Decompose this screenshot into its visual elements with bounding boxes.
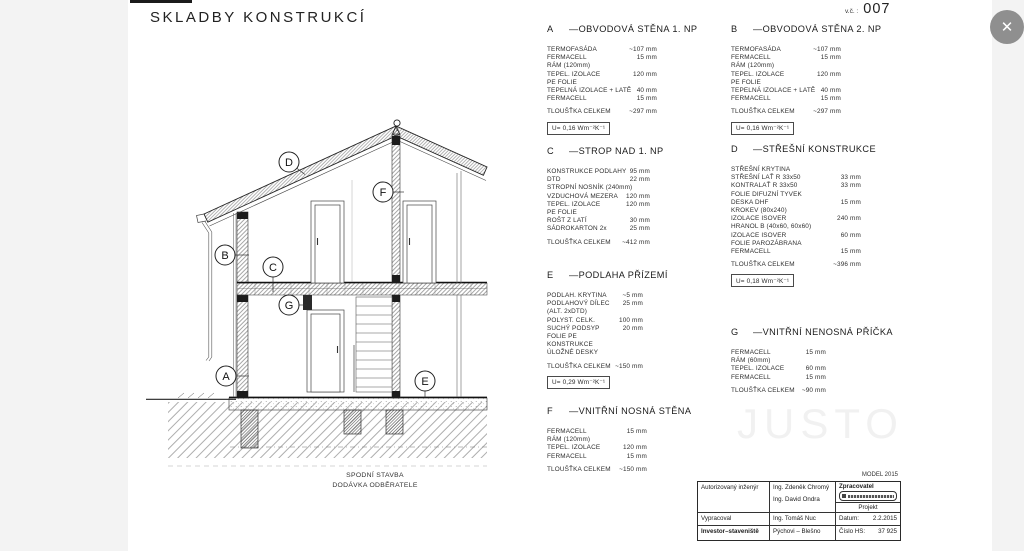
sheet-number	[845, 1, 890, 17]
spec-row: PE FOLIE	[547, 78, 577, 86]
spec-letter: D	[731, 144, 739, 154]
svg-text:B: B	[221, 249, 229, 262]
zpracovatel-cell	[836, 482, 900, 513]
spec-title: —STROP NAD 1. NP	[569, 146, 664, 156]
spec-section-e	[547, 270, 668, 389]
svg-text:E: E	[421, 375, 429, 388]
spec-row: PODLAH. KRYTINA ~5 mm	[547, 292, 643, 299]
svg-text:D: D	[285, 156, 293, 169]
gutter-downspout	[197, 214, 212, 361]
spec-letter: E	[547, 270, 554, 280]
spec-row: STROPNÍ NOSNÍK (240mm)	[547, 184, 633, 192]
spec-row: TEPEL. IZOLACE 120 mm	[547, 444, 647, 452]
spec-row: HRANOL B (40x60, 60x60)	[731, 223, 812, 231]
close-icon: ✕	[1000, 18, 1014, 36]
spec-total: TLOUŠŤKA CELKEM ~396 mm	[731, 261, 861, 269]
spec-total: TLOUŠŤKA CELKEM ~297 mm	[731, 108, 841, 116]
spec-rows	[547, 46, 657, 103]
spec-row: POLYST. CELK. 100 mm	[547, 316, 643, 324]
spec-section-g	[731, 327, 893, 395]
close-button[interactable]	[990, 10, 1024, 44]
spec-row: STŘEŠNÍ KRYTINA	[731, 166, 791, 173]
spec-row: PE FOLIE	[731, 78, 761, 86]
center-wall	[392, 134, 400, 398]
spec-row: IZOLACE ISOVER 240 mm	[731, 215, 861, 223]
spec-row: FERMACELL 15 mm	[547, 95, 657, 103]
spec-title: —STŘEŠNÍ KONSTRUKCE	[753, 144, 876, 154]
house-section-drawing	[145, 95, 490, 500]
spec-row: ÚLOŽNÉ DESKY	[547, 349, 599, 357]
upper-floor-doors	[311, 201, 436, 283]
spec-row: TERMOFASÁDA ~107 mm	[547, 46, 657, 53]
u-value-box: U= 0,18 Wm⁻²K⁻¹	[731, 274, 794, 287]
intermediate-floor	[237, 283, 487, 296]
spec-row: PODLAHOVÝ DÍLEC 25 mm	[547, 300, 643, 308]
spec-row: RÁM (120mm)	[731, 62, 775, 70]
spec-row: FERMACELL 15 mm	[731, 95, 841, 103]
spec-title: —VNITŘNÍ NOSNÁ STĚNA	[569, 406, 692, 416]
spec-total: TLOUŠŤKA CELKEM ~150 mm	[547, 465, 647, 473]
spec-letter: B	[731, 24, 738, 34]
spec-section-a	[547, 24, 697, 135]
spec-row: DESKA DHF 15 mm	[731, 198, 861, 206]
ground-floor-door	[307, 310, 344, 392]
spec-rows	[731, 166, 861, 256]
spec-row: FOLIE PAROZÁBRANA	[731, 239, 802, 247]
spec-row: FOLIE DIFUZNÍ TYVEK	[731, 190, 802, 198]
spec-section-c	[547, 146, 664, 247]
spec-row: DTD 22 mm	[547, 176, 650, 184]
roof	[204, 120, 487, 226]
spec-row: FERMACELL 15 mm	[547, 54, 657, 62]
spec-title: —PODLAHA PŘÍZEMÍ	[569, 270, 668, 280]
left-wall	[234, 212, 249, 398]
right-margin	[992, 0, 1024, 551]
spec-row: TEPELNÁ IZOLACE + LATĚ 40 mm	[731, 87, 841, 95]
investor-label: Investor–staveniště	[698, 526, 770, 540]
authorized-engineer-names: Ing. Zdeněk Chromý Ing. David Ondra	[770, 482, 836, 513]
svg-text:F: F	[379, 186, 387, 199]
zpracovatel-logo	[839, 491, 897, 501]
spec-title: —VNITŘNÍ NENOSNÁ PŘÍČKA	[753, 327, 893, 337]
drawing-caption	[300, 471, 450, 490]
spec-row: VZDUCHOVÁ MEZERA 120 mm	[547, 192, 650, 200]
spec-row: TEPEL. IZOLACE 60 mm	[731, 365, 826, 373]
spec-rows	[547, 168, 650, 234]
spec-row: FERMACELL 15 mm	[547, 428, 647, 435]
spec-row: (ALT. 2xDTD)	[547, 308, 588, 316]
investor-value: Pýchovi – Blešno	[770, 526, 836, 540]
caption-line-1: SPODNÍ STAVBA	[346, 472, 404, 479]
spec-row: KONTRALAŤ R 33x50 33 mm	[731, 182, 861, 190]
spec-rows	[547, 292, 643, 358]
spec-row: TEPEL. IZOLACE 120 mm	[547, 70, 657, 78]
drawing-label-g	[279, 295, 307, 315]
u-value-box: U= 0,29 Wm⁻²K⁻¹	[547, 376, 610, 389]
sheet-number-value: 007	[863, 1, 891, 17]
spec-row: PE FOLIE	[547, 209, 577, 217]
spec-total: TLOUŠŤKA CELKEM ~150 mm	[547, 362, 643, 370]
floor-slab	[229, 397, 487, 410]
left-margin	[0, 0, 128, 551]
spec-row: STŘEŠNÍ LAŤ R 33x50 33 mm	[731, 174, 861, 182]
drawing-label-d	[279, 152, 305, 175]
spec-row: ROŠT Z LATÍ 30 mm	[547, 217, 650, 225]
spec-row: FERMACELL 15 mm	[731, 248, 861, 256]
vypracoval-label: Vypracoval	[698, 513, 770, 526]
sheet-number-label: v.č. :	[845, 8, 859, 15]
spec-row: SUCHÝ PODSYP 20 mm	[547, 324, 643, 332]
spec-letter: G	[731, 327, 739, 337]
spec-row: TEPELNÁ IZOLACE + LATĚ 40 mm	[547, 87, 657, 95]
svg-text:A: A	[222, 370, 230, 383]
spec-rows	[731, 349, 826, 382]
spec-total: TLOUŠŤKA CELKEM ~297 mm	[547, 108, 657, 116]
spec-row: TEPEL. IZOLACE 120 mm	[547, 200, 650, 208]
spec-letter: A	[547, 24, 554, 34]
spec-row: TEPEL. IZOLACE 120 mm	[731, 70, 841, 78]
spec-row: TERMOFASÁDA ~107 mm	[731, 46, 841, 53]
spec-rows	[731, 46, 841, 103]
spec-row: KROKEV (80x240)	[731, 207, 787, 215]
datum-cell: Datum: 2.2.2015	[836, 513, 900, 526]
spec-section-f	[547, 406, 691, 474]
zpracovatel-label: Zpracovatel	[839, 483, 874, 490]
spec-title: —OBVODOVÁ STĚNA 1. NP	[569, 24, 698, 34]
spec-row: FERMACELL 15 mm	[731, 373, 826, 381]
spec-section-d	[731, 144, 876, 288]
spec-letter: F	[547, 406, 554, 416]
spec-row: SÁDROKARTON 2x 25 mm	[547, 225, 650, 233]
spec-row: RÁM (60mm)	[731, 357, 771, 365]
spec-row: KONSTRUKCE PODLAHY 95 mm	[547, 168, 650, 175]
title-block	[697, 481, 901, 541]
spec-row: FERMACELL 15 mm	[731, 54, 841, 62]
u-value-box: U= 0,16 Wm⁻²K⁻¹	[731, 122, 794, 135]
spec-row: FERMACELL 15 mm	[547, 452, 647, 460]
spec-section-b	[731, 24, 881, 135]
caption-line-2: DODÁVKA ODBĚRATELE	[332, 481, 418, 489]
partition-stub	[303, 295, 312, 310]
spec-title: —OBVODOVÁ STĚNA 2. NP	[753, 24, 882, 34]
u-value-box: U= 0,16 Wm⁻²K⁻¹	[547, 122, 610, 135]
svg-text:G: G	[284, 299, 294, 312]
spec-total: TLOUŠŤKA CELKEM ~412 mm	[547, 238, 650, 246]
model-label: MODEL 2015	[861, 472, 898, 478]
authorized-engineer-label: Autorizovaný inženýr	[698, 482, 770, 513]
watermark: JUSTO	[737, 400, 904, 447]
cislo-hs-cell: Číslo HS: 37 925	[839, 527, 897, 535]
spec-rows	[547, 428, 647, 461]
spec-row: RÁM (120mm)	[547, 436, 591, 444]
projekt-label: Projekt	[858, 504, 878, 511]
spec-row: FERMACELL 15 mm	[731, 349, 826, 356]
drawing-label-e	[415, 371, 435, 398]
spec-row: KONSTRUKCE	[547, 341, 593, 349]
document-edge-bar	[130, 0, 192, 3]
page-title: SKLADBY KONSTRUKCÍ	[150, 9, 367, 26]
spec-row: FOLIE PE	[547, 333, 577, 341]
spec-total: TLOUŠŤKA CELKEM ~90 mm	[731, 386, 826, 394]
stairs	[354, 297, 392, 392]
vypracoval-name: Ing. Tomáš Nuc	[770, 513, 836, 526]
svg-text:C: C	[269, 261, 277, 274]
spec-row: RÁM (120mm)	[547, 62, 591, 70]
spec-letter: C	[547, 146, 555, 156]
spec-row: IZOLACE ISOVER 60 mm	[731, 231, 861, 239]
